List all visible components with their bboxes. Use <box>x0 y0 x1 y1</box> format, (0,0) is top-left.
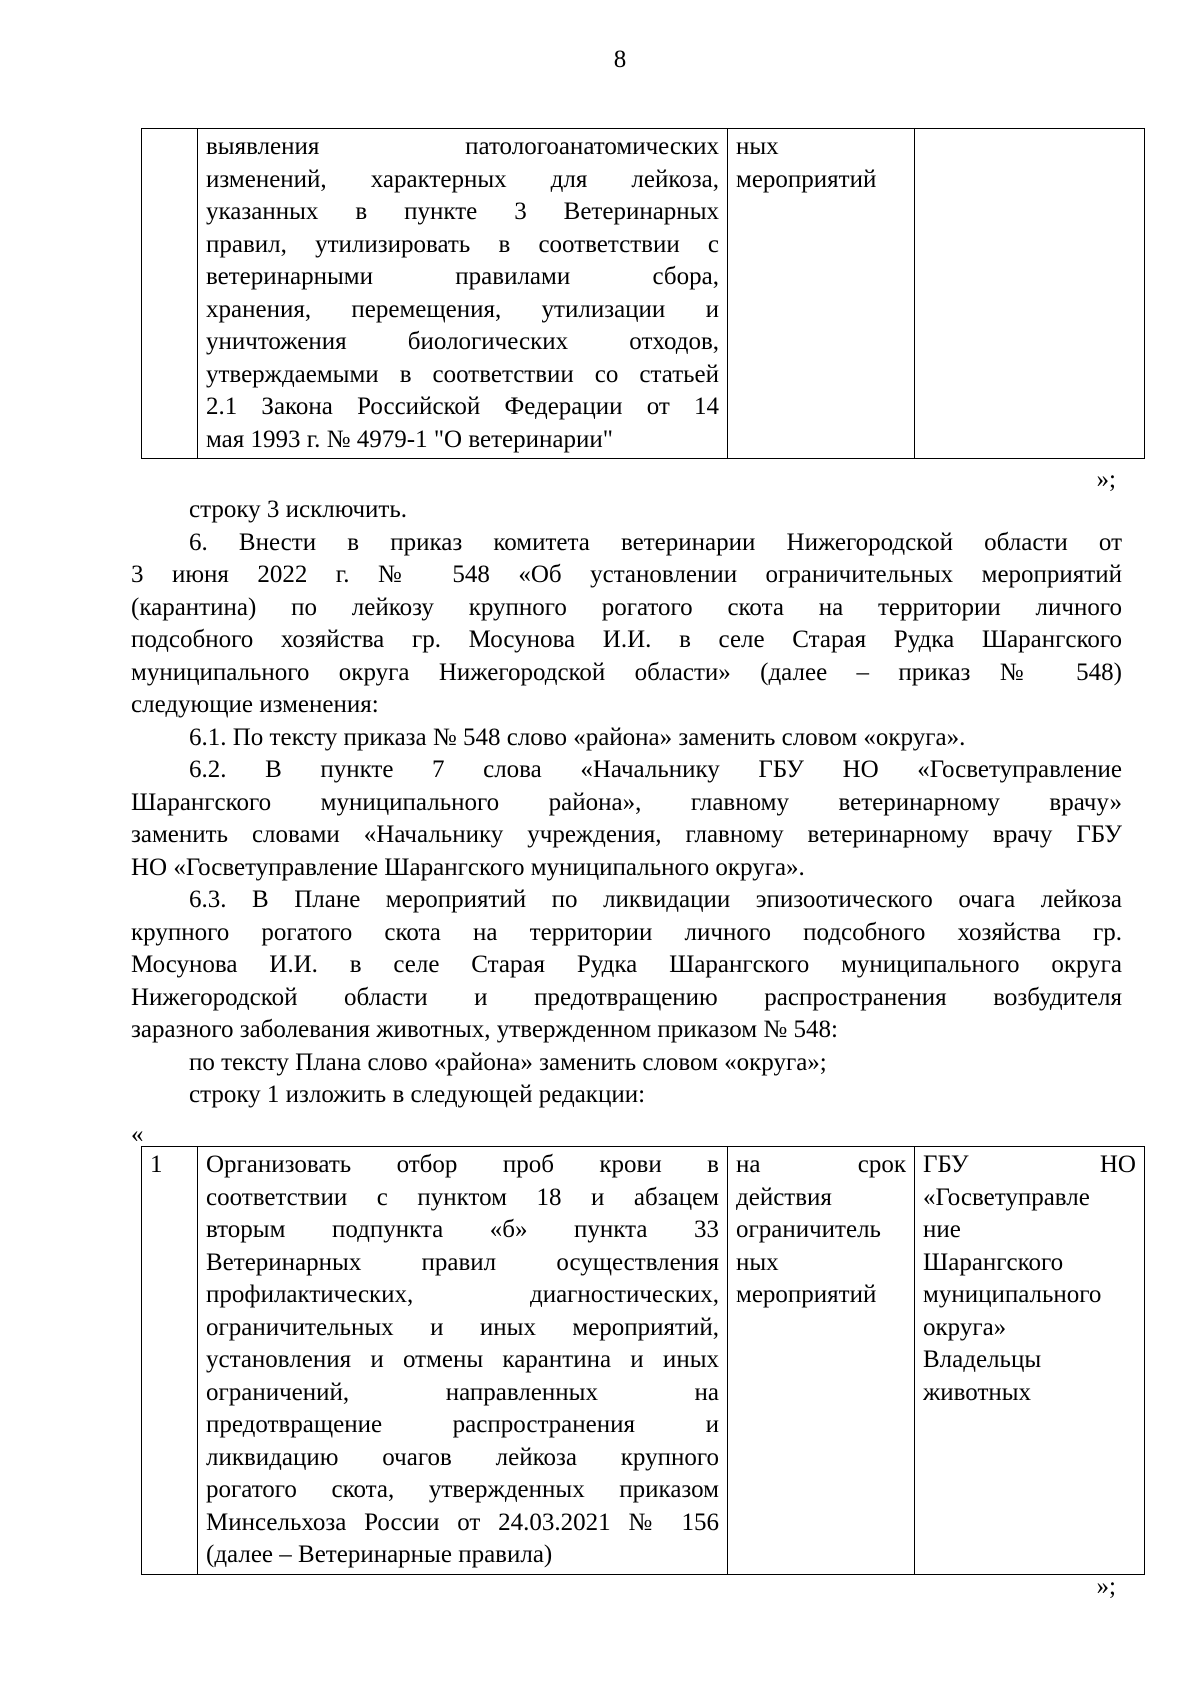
text-line: мероприятий <box>736 1281 877 1308</box>
text-line: ветеринарными правилами сбора, <box>206 263 719 290</box>
page-number: 8 <box>613 46 627 73</box>
text-line: ГБУ НО <box>923 1151 1136 1178</box>
measures-table-new-row <box>141 1146 1145 1575</box>
text-line: округа» <box>923 1313 1007 1341</box>
row-number-cell: 1 <box>142 1147 198 1575</box>
text-line: строку 1 изложить в следующей редакции: <box>189 1081 646 1108</box>
text-line: указанных в пункте 3 Ветеринарных <box>206 198 719 225</box>
paragraph-6-3 <box>131 884 1122 1047</box>
paragraph-plan-text <box>131 1047 1122 1080</box>
text-line: соответствии с пунктом 18 и абзацем <box>206 1183 719 1211</box>
table-row <box>142 129 1145 459</box>
text-line: ограничитель <box>736 1216 881 1243</box>
text-line: крупного рогатого скота на территории личного подсобного хозяйства гр. <box>131 918 1122 946</box>
measures-table-fragment <box>141 128 1145 459</box>
text-line: Мосунова И.И. в селе Старая Рудка Шарангского муниципального округа <box>131 951 1122 978</box>
text-line: муниципального <box>923 1281 1102 1308</box>
term-cell <box>728 1147 915 1575</box>
paragraph-exclude-row3 <box>131 494 1122 527</box>
text-line: заразного заболевания животных, утвержденном приказом № 548: <box>131 1016 838 1043</box>
text-line: ных <box>736 1248 779 1276</box>
text-line: мая 1993 г. № 4979-1 "О ветеринарии" <box>206 425 613 453</box>
term-cell <box>728 129 915 459</box>
text-line: ограничительных и иных мероприятий, <box>206 1313 719 1341</box>
text-line: заменить словами «Начальнику учреждения, главному ветеринарному врачу ГБУ <box>131 821 1122 848</box>
responsible-cell <box>915 1147 1145 1575</box>
text-line: ных <box>736 133 779 160</box>
text-line: животных <box>923 1378 1032 1406</box>
text-line: предотвращение распространения и <box>206 1411 719 1438</box>
measure-text-cell <box>198 129 728 459</box>
text-line: следующие изменения: <box>131 691 379 718</box>
paragraph-row1-edit <box>131 1079 1122 1112</box>
text-line: Организовать отбор проб крови в <box>206 1151 719 1178</box>
text-line: установления и отмены карантина и иных <box>206 1346 719 1373</box>
text-line: вторым подпункта «б» пункта 33 <box>206 1216 719 1243</box>
text-line: утверждаемыми в соответствии со статьей <box>206 360 719 388</box>
text-line: 6. Внести в приказ комитета ветеринарии Нижегородской области от <box>189 528 1122 556</box>
text-line: Владельцы <box>923 1346 1042 1373</box>
paragraph-6-1 <box>131 722 1122 755</box>
text-line: 6.1. По тексту приказа № 548 слово «района» заменить словом «округа». <box>189 723 966 751</box>
text-line: Ветеринарных правил осуществления <box>206 1248 719 1276</box>
text-line: ние <box>923 1216 961 1243</box>
text-line: Нижегородской области и предотвращению распространения возбудителя <box>131 983 1122 1011</box>
text-line: мероприятий <box>736 165 877 193</box>
amendment-text <box>131 494 1122 1112</box>
text-line: (карантина) по лейкозу крупного рогатого скота на территории личного <box>131 593 1122 621</box>
row-number-cell <box>142 129 198 459</box>
opening-quote: « <box>131 1121 144 1148</box>
responsible-cell <box>915 129 1145 459</box>
text-line: Минсельхоза России от 24.03.2021 № 156 <box>206 1508 719 1536</box>
text-line: изменений, характерных для лейкоза, <box>206 165 719 193</box>
text-line: правил, утилизировать в соответствии с <box>206 230 719 258</box>
text-line: выявления патологоанатомических <box>206 133 719 160</box>
text-line: муниципального округа Нижегородской области» (далее – приказ № 548) <box>131 658 1122 686</box>
text-line: на срок <box>736 1151 906 1178</box>
text-line: по тексту Плана слово «района» заменить словом «округа»; <box>189 1048 827 1076</box>
text-line: 6.3. В Плане мероприятий по ликвидации эпизоотического очага лейкоза <box>189 886 1122 913</box>
paragraph-6-2 <box>131 754 1122 884</box>
text-line: строку 3 исключить. <box>189 496 407 523</box>
text-line: 6.2. В пункте 7 слова «Начальнику ГБУ НО «Госветуправление <box>189 756 1122 783</box>
text-line: хранения, перемещения, утилизации и <box>206 295 719 323</box>
text-line: «Госветуправле <box>923 1183 1090 1211</box>
text-line: профилактических, диагностических, <box>206 1281 719 1308</box>
table-row <box>142 1147 1145 1575</box>
text-line: Шарангского <box>923 1248 1064 1276</box>
closing-quote-2: »; <box>1096 1573 1116 1600</box>
measure-text-cell <box>198 1147 728 1575</box>
closing-quote-1: »; <box>1096 466 1116 493</box>
text-line: действия <box>736 1183 832 1211</box>
text-line: подсобного хозяйства гр. Мосунова И.И. в селе Старая Рудка Шарангского <box>131 626 1122 653</box>
text-line: рогатого скота, утвержденных приказом <box>206 1476 719 1503</box>
text-line: 2.1 Закона Российской Федерации от 14 <box>206 393 719 420</box>
text-line: ликвидацию очагов лейкоза крупного <box>206 1443 719 1471</box>
text-line: (далее – Ветеринарные правила) <box>206 1541 553 1568</box>
text-line: ограничений, направленных на <box>206 1378 719 1406</box>
paragraph-6 <box>131 527 1122 722</box>
text-line: 3 июня 2022 г. № 548 «Об установлении ограничительных мероприятий <box>131 561 1122 588</box>
text-line: Шарангского муниципального района», главному ветеринарному врачу» <box>131 788 1122 816</box>
text-line: НО «Госветуправление Шарангского муниципального округа». <box>131 853 805 881</box>
text-line: уничтожения биологических отходов, <box>206 328 719 355</box>
